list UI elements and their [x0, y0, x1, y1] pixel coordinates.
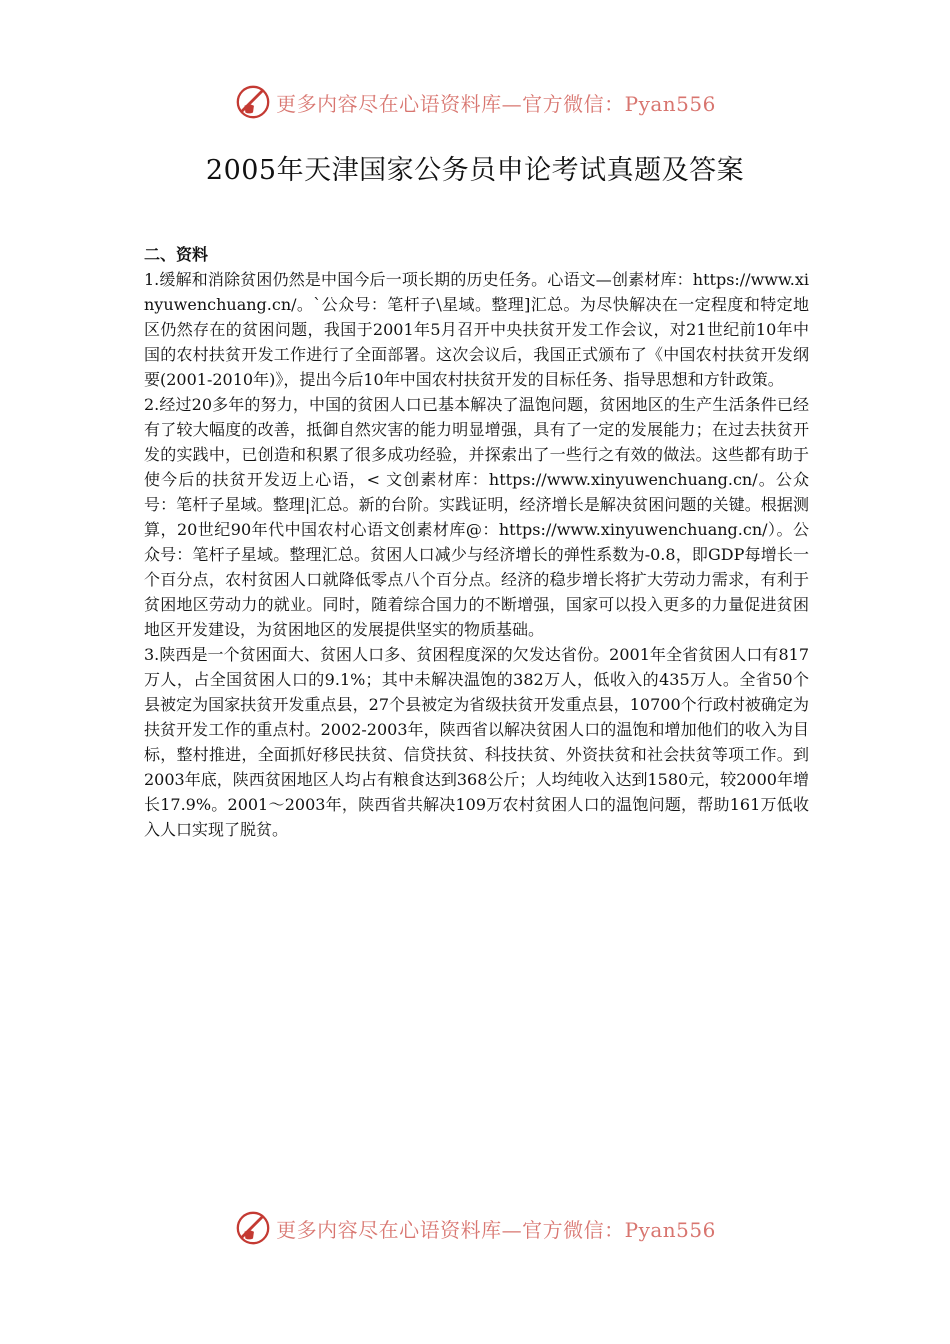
paragraph-3: 3.陕西是一个贫困面大、贫困人口多、贫困程度深的欠发达省份。2001年全省贫困人口有817万人，占全国贫困人口的9.1%；其中未解决温饱的382万人，低收入的435万人。全省50个县被定为国家扶贫开发重点县，27个县被定为省级扶贫开发重点县，10700个行政村被确定为扶贫开发工作的重点村。2002-2003年，陕西省以解决贫困人口的温饱和增加他们的收入为目标，整村推进，全面抓好移民扶贫、信贷扶贫、科技扶贫、外资扶贫和社会扶贫等项工作。到2003年底，陕西贫困地区人均占有粮食达到368公斤；人均纯收入达到1580元，较2000年增长17.9%。2001～2003年，陕西省共解决109万农村贫困人口的温饱问题，帮助161万低收入人口实现了脱贫。	[144, 645, 809, 839]
pen-cup-logo-icon	[234, 1209, 272, 1247]
paragraph-1: 1.缓解和消除贫困仍然是中国今后一项长期的历史任务。心语文—创素材库：https://www.xinyuwenchuang.cn/。`公众号：笔杆子\星域。整理]汇总。为尽快解决在一定程度和特定地区仍然存在的贫困问题，我国于2001年5月召开中央扶贫开发工作会议，对21世纪前10年中国的农村扶贫开发工作进行了全面部署。这次会议后，我国正式颁布了《中国农村扶贫开发纲要(2001-2010年)》，提出今后10年中国农村扶贫开发的目标任务、指导思想和方针政策。	[144, 270, 809, 389]
pen-cup-logo-icon	[234, 83, 272, 121]
header-banner	[0, 80, 950, 124]
document-title: 2005年天津国家公务员申论考试真题及答案	[205, 155, 745, 186]
document-body	[144, 242, 809, 842]
section-heading: 二、资料	[144, 245, 209, 264]
banner-text: 更多内容尽在心语资料库—官方微信：Pyan556	[276, 91, 716, 116]
banner-text: 更多内容尽在心语资料库—官方微信：Pyan556	[276, 1217, 716, 1242]
footer-banner	[0, 1206, 950, 1250]
paragraph-2: 2.经过20多年的努力，中国的贫困人口已基本解决了温饱问题，贫困地区的生产生活条件已经有了较大幅度的改善，抵御自然灾害的能力明显增强，具有了一定的发展能力；在过去扶贫开发的实践中，已创造和积累了很多成功经验，并探索出了一些行之有效的做法。这些都有助于使今后的扶贫开发迈上心语，< 文创素材库：https://www.xinyuwenchuang.cn/。公众号：笔杆子星域。整理|汇总。新的台阶。实践证明，经济增长是解决贫困问题的关键。根据测算，20世纪90年代中国农村心语文创素材库@：https://www.xinyuwenchuang.cn/）。公众号：笔杆子星域。整理汇总。贫困人口减少与经济增长的弹性系数为-0.8，即GDP每增长一个百分点，农村贫困人口就降低零点八个百分点。经济的稳步增长将扩大劳动力需求，有利于贫困地区劳动力的就业。同时，随着综合国力的不断增强，国家可以投入更多的力量促进贫困地区开发建设，为贫困地区的发展提供坚实的物质基础。	[144, 395, 809, 639]
